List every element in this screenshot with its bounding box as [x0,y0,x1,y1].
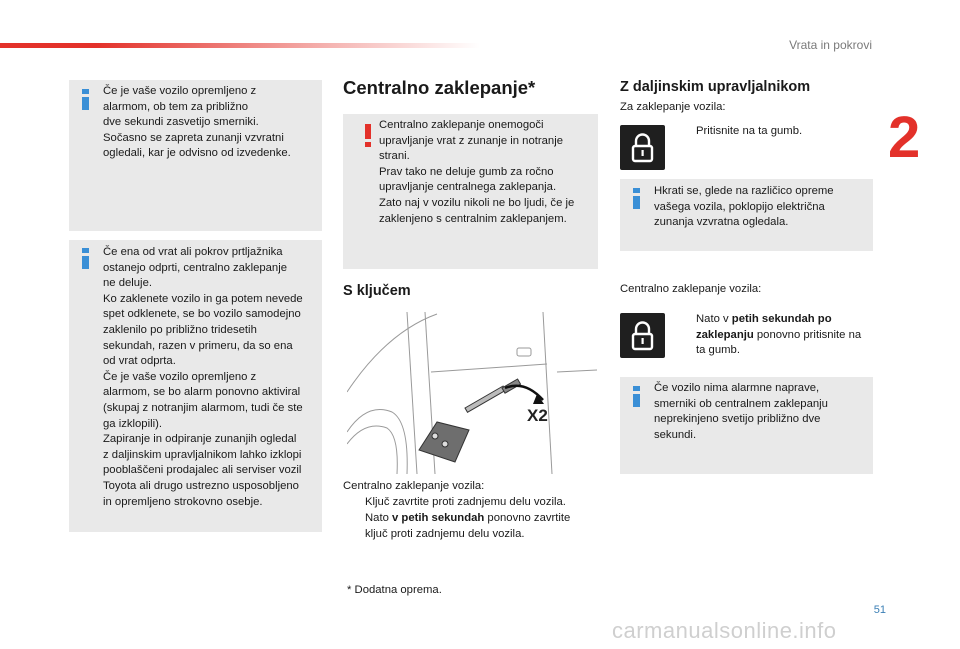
info-text: Če je vaše vozilo opremljeno z alarmom, ob tem za približno dve sekundi zasvetijo smerniki. Sočasno se zapreta zunanji vzvratni ogledali, kar je odvisno od izvedenke. [103,85,291,160]
lock-icon [620,313,665,358]
lock-intro: Za zaklepanje vozila: [620,101,726,113]
page-number: 51 [873,604,886,616]
twice-label: X2 [527,406,548,425]
key-intro: Centralno zaklepanje vozila: [343,480,485,492]
car-key-drawing [347,312,597,474]
lock-icon [620,125,665,170]
chapter-number: 2 [888,105,921,170]
page-title: Centralno zaklepanje* [343,77,536,98]
footnote: * Dodatna oprema. [347,584,442,596]
lock-button-tile [620,125,665,170]
central-lock-intro: Centralno zaklepanje vozila: [620,283,762,295]
info-text: Če vozilo nima alarmne naprave, smerniki ob centralnem zaklepanju neprekinjeno svetijo približno dve sekundi. [654,382,828,441]
subtitle-with-key: S ključem [343,283,411,299]
info-box-doors-open [69,240,322,532]
watermark: carmanualsonline.info [612,618,837,643]
info-text: Hkrati se, glede na različico opreme vašega vozila, poklopijo električna zunanja vzvratna ogledala. [654,185,834,229]
warning-box [343,114,598,269]
lock-button-tile [620,313,665,358]
info-box-mirrors [69,80,322,231]
info-box-no-alarm [620,377,873,474]
info-text: Če ena od vrat ali pokrov prtljažnika ostanejo odprti, centralno zaklepanje ne deluje. Ko zaklenete vozilo in ga potem nevede spet odklenete, se bo vozilo samodejno zaklenilo po približno tridesetih sekundah, razen v primeru, da so ena od vrat odprta. Če je vaše vozilo opremljeno z alarmom, se bo alarm ponovno aktiviral (skupaj z notranjim alarmom, tudi če ste ga izklopili). Zapiranje in odpiranje zunanjih ogledal z daljinskim upravljalnikom lahko izklopi pooblaščeni prodajalec ali serviser vozil Toyota ali drugo ustrezno usposobljeno in opremljeno strokovno osebje. [103,246,303,508]
key-illustration [347,312,597,474]
subtitle-remote: Z daljinskim upravljalnikom [620,79,811,95]
section-title: Vrata in pokrovi [789,38,872,52]
warning-text: Centralno zaklepanje onemogoči upravljanje vrat z zunanje in notranje strani. Prav tako ne deluje gumb za ročno upravljanje centralnega zaklepanja. Zato naj v vozilu nikoli ne bo ljudi, če je zaklenjeno s centralnim zaklepanjem. [379,119,575,225]
info-box-mirrors-fold [620,179,873,251]
key-fob [419,379,521,462]
header-accent-bar [0,43,480,48]
